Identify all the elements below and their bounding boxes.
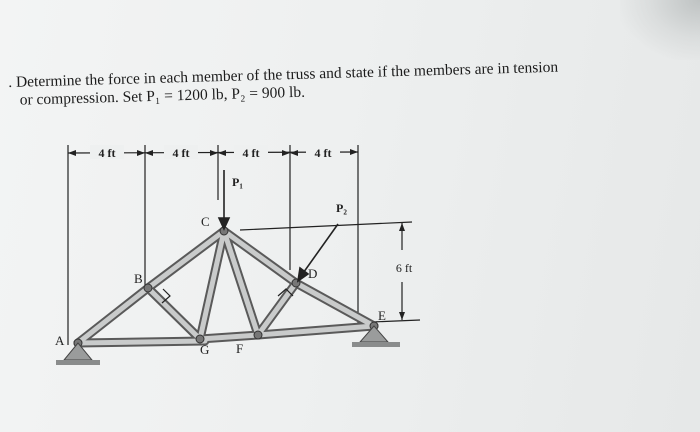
dim-label-4: 4 ft [314, 146, 332, 160]
load-P2-label: P₂ [336, 201, 347, 215]
height-dim-label: 6 ft [395, 261, 413, 275]
dim-label-3: 4 ft [242, 146, 260, 160]
height-dimension [240, 222, 420, 322]
pin-F [254, 331, 262, 339]
dim-label-2: 4 ft [172, 146, 190, 160]
joint-label-B: B [134, 271, 143, 286]
dim-label-1: 4 ft [98, 146, 116, 160]
problem-line-1: . Determine the force in each member of the truss and state if the members are in tension [8, 58, 559, 91]
load-P2-arrow [298, 224, 338, 281]
joint-label-E: E [378, 308, 386, 323]
joint-label-C: C [201, 214, 210, 229]
pin-B [144, 284, 152, 292]
joint-label-G: G [200, 342, 210, 357]
joint-label-A: A [55, 333, 65, 348]
right-angle-marks [162, 289, 293, 303]
load-P1-label: P₁ [232, 175, 243, 189]
joint-label-D: D [308, 266, 318, 281]
load-P1-arrow [219, 170, 229, 229]
joint-label-F: F [236, 341, 244, 356]
problem-line-2: or compression. Set P₁ = 1200 lb, P₂ = 900 lb. [19, 83, 306, 109]
truss-members [78, 231, 374, 343]
